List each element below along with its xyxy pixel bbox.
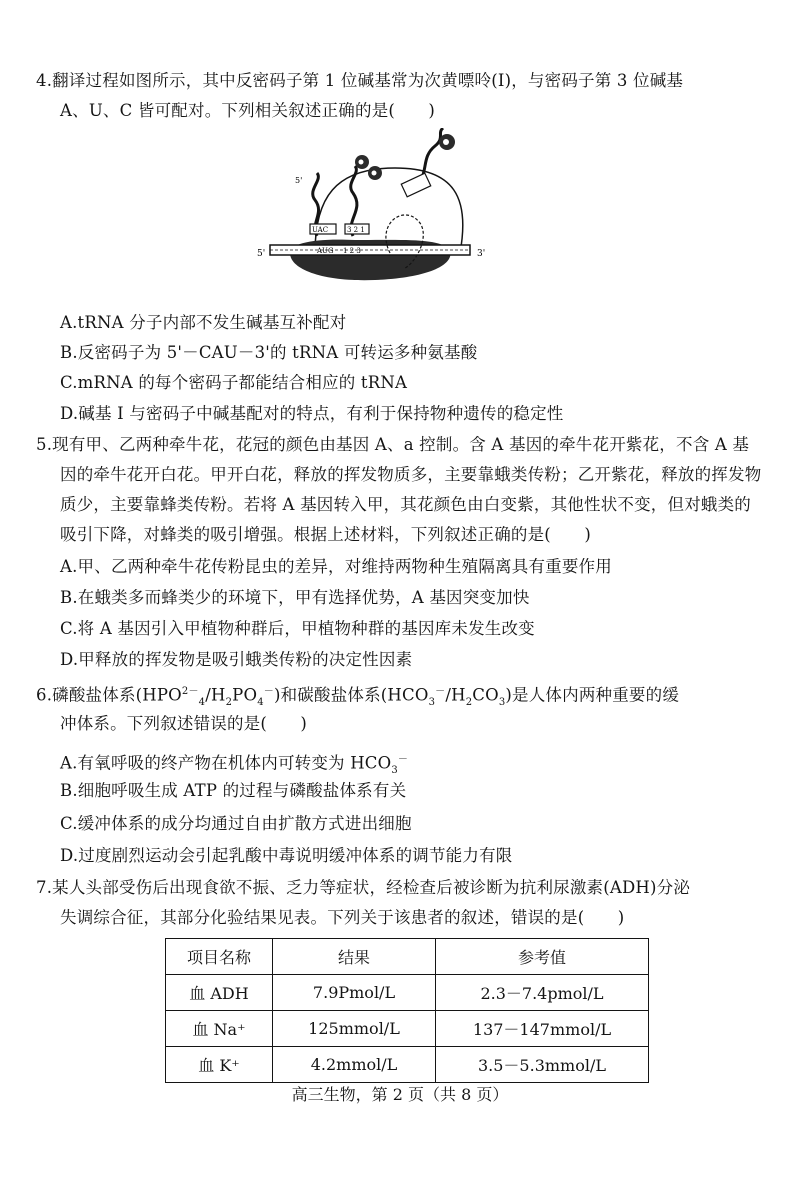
mrna-5prime-label: 5' bbox=[257, 249, 266, 259]
table-header-row bbox=[166, 939, 649, 975]
q5-option-d: D.甲释放的挥发物是吸引蛾类传粉的决定性因素 bbox=[60, 650, 413, 669]
trna-5prime-label: 5' bbox=[295, 176, 303, 185]
mrna-3prime-label: 3' bbox=[477, 249, 486, 259]
q4-stem-line2: A、U、C 皆可配对。下列相关叙述正确的是( ) bbox=[60, 101, 436, 120]
q4-option-c: C.mRNA 的每个密码子都能结合相应的 tRNA bbox=[60, 373, 408, 392]
table-header: 项目名称 bbox=[166, 939, 273, 975]
q5-stem-line3: 质少，主要靠蜂类传粉。若将 A 基因转入甲，其花颜色由白变紫，其他性状不变，但对蛾类的 bbox=[60, 495, 752, 514]
q6-option-d: D.过度剧烈运动会引起乳酸中毒说明缓冲体系的调节能力有限 bbox=[60, 846, 513, 865]
table-cell: 3.5－5.3mmol/L bbox=[436, 1047, 649, 1083]
table-row bbox=[166, 975, 649, 1011]
page-footer: 高三生物，第 2 页（共 8 页） bbox=[291, 1085, 509, 1104]
trna-incoming-anticodon bbox=[401, 173, 430, 197]
table-cell: 血 ADH bbox=[166, 975, 273, 1011]
q7-stem-line1: 7.某人头部受伤后出现食欲不振、乏力等症状，经检查后被诊断为抗利尿激素(ADH)分泌 bbox=[36, 878, 691, 897]
table-row bbox=[166, 1047, 649, 1083]
q5-stem-line4: 吸引下降，对蜂类的吸引增强。根据上述材料，下列叙述正确的是( ) bbox=[60, 525, 591, 544]
q4-option-d: D.碱基 I 与密码子中碱基配对的特点，有利于保持物种遗传的稳定性 bbox=[60, 404, 564, 423]
q6-option-c: C.缓冲体系的成分均通过自由扩散方式进出细胞 bbox=[60, 814, 412, 833]
table-header: 结果 bbox=[273, 939, 436, 975]
table-header: 参考值 bbox=[436, 939, 649, 975]
table-cell: 2.3－7.4pmol/L bbox=[436, 975, 649, 1011]
q4-option-a: A.tRNA 分子内部不发生碱基互补配对 bbox=[60, 313, 347, 332]
q6-option-b: B.细胞呼吸生成 ATP 的过程与磷酸盐体系有关 bbox=[60, 781, 407, 800]
q5-option-c: C.将 A 基因引入甲植物种群后，甲植物种群的基因库未发生改变 bbox=[60, 619, 535, 638]
q5-option-a: A.甲、乙两种牵牛花传粉昆虫的差异，对维持两物种生殖隔离具有重要作用 bbox=[60, 557, 612, 576]
q5-stem-line1: 5.现有甲、乙两种牵牛花，花冠的颜色由基因 A、a 控制。含 A 基因的牵牛花开紫花，不含 A 基 bbox=[36, 435, 750, 454]
table-cell: 4.2mmol/L bbox=[273, 1047, 436, 1083]
q6-stem-line1: 6.磷酸盐体系$(HPO^{2-}_4/H_2PO_4^-)$和碳酸盐体系$(HCO_3^-/H_2CO_3)$是人体内两种重要的缓 bbox=[36, 685, 680, 708]
q5-option-b: B.在蛾类多而蜂类少的环境下，甲有选择优势，A 基因突变加快 bbox=[60, 588, 530, 607]
q4-stem-line1: 4.翻译过程如图所示，其中反密码子第 1 位碱基常为次黄嘌呤(I)，与密码子第 3 位碱基 bbox=[36, 71, 684, 90]
table-cell: 7.9Pmol/L bbox=[273, 975, 436, 1011]
anticodon-mid: 3 2 1 bbox=[347, 226, 365, 234]
table-cell: 血 Na⁺ bbox=[166, 1011, 273, 1047]
q6-option-a: A.有氧呼吸的终产物在机体内可转变为 $HCO_3^-$ bbox=[60, 753, 409, 776]
lab-results-table bbox=[165, 938, 649, 1083]
table-cell: 血 K⁺ bbox=[166, 1047, 273, 1083]
q4-option-b: B.反密码子为 5'－CAU－3'的 tRNA 可转运多种氨基酸 bbox=[60, 343, 478, 362]
table-cell: 137－147mmol/L bbox=[436, 1011, 649, 1047]
q7-stem-line2: 失调综合征，其部分化验结果见表。下列关于该患者的叙述，错误的是( ) bbox=[60, 908, 625, 927]
table-cell: 125mmol/L bbox=[273, 1011, 436, 1047]
codon-numbers: 1 2 3 bbox=[343, 247, 361, 255]
codon-label: AUG bbox=[317, 247, 334, 255]
translation-diagram bbox=[255, 128, 515, 298]
q6-stem-line2: 冲体系。下列叙述错误的是( ) bbox=[60, 714, 308, 733]
anticodon-left: UAC bbox=[312, 226, 329, 234]
q5-stem-line2: 因的牵牛花开白花。甲开白花，释放的挥发物质多，主要靠蛾类传粉；乙开紫花，释放的挥发物 bbox=[60, 465, 762, 484]
table-row bbox=[166, 1011, 649, 1047]
